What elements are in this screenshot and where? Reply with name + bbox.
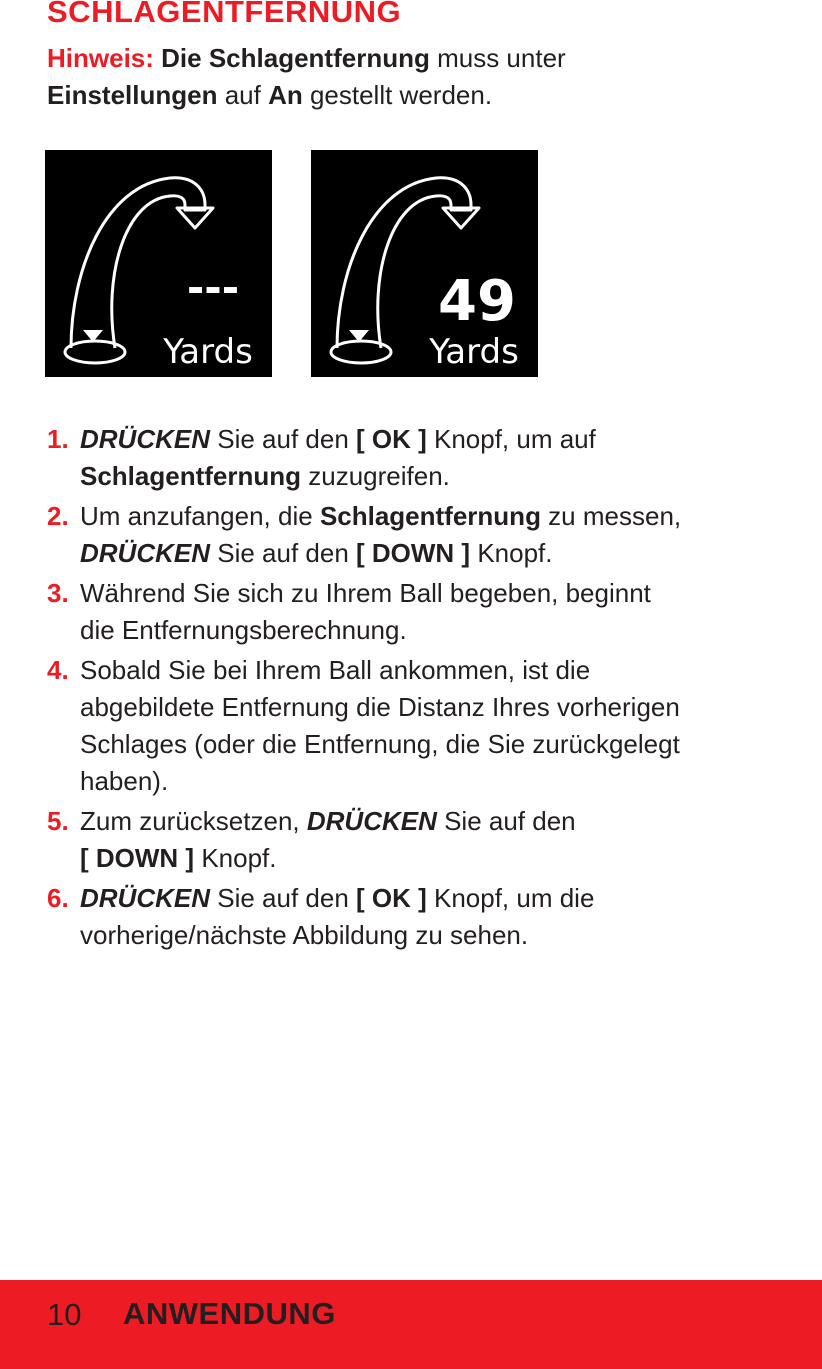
step-number: 4. [47,655,69,685]
step-text: Sie auf den [210,883,356,913]
list-item [47,652,787,800]
note-label: Hinweis: [47,43,154,73]
step-text: [ DOWN ] [356,538,471,568]
step-text: DRÜCKEN [80,424,210,454]
step-text: [ DOWN ] [80,843,195,873]
step-text: DRÜCKEN [306,806,437,836]
device-screen-1 [45,150,272,377]
device-screen-2 [311,150,538,377]
distance-value: --- [186,263,240,312]
step-text: Um anzufangen, die [80,501,320,531]
section-title: ANWENDUNG [123,1296,336,1331]
step-number: 6. [47,883,69,913]
step-text: [ OK ] [356,883,427,913]
step-text: Zum zurücksetzen, [80,806,307,836]
note-paragraph [47,40,787,114]
step-text: Während Sie sich zu Ihrem Ball begeben, beginnt [80,578,651,608]
step-text: Schlages (oder die Entfernung, die Sie zurückgelegt [80,729,680,759]
step-text: zu messen, [540,501,682,531]
page-number: 10 [47,1297,82,1332]
step-text: haben). [80,766,169,796]
step-text: Knopf. [194,843,277,873]
step-text: Sie auf den [210,424,356,454]
step-text: Schlagentfernung [319,501,541,531]
step-text: Schlagentfernung [80,461,302,491]
step-text: Sobald Sie bei Ihrem Ball ankommen, ist die [80,655,591,685]
note-bold-2: Einstellungen [47,80,218,110]
step-text: Sie auf den [436,806,576,836]
list-item [47,880,787,954]
list-item [47,421,787,495]
step-text: DRÜCKEN [80,883,210,913]
step-text: Knopf. [470,538,553,568]
note-text-1: muss unter [429,43,566,73]
step-text: Knopf, um die [426,883,595,913]
note-bold-1: Die Schlagentfernung [161,43,430,73]
note-text-2: auf [217,80,269,110]
step-text: Sie auf den [210,538,356,568]
step-text: abgebildete Entfernung die Distanz Ihres vorherigen [80,692,680,722]
note-text-3: gestellt werden. [302,80,493,110]
list-item [47,498,787,572]
step-text: [ OK ] [356,424,427,454]
page-title: SCHLAGENTFERNUNG [47,0,402,29]
page-footer [0,1280,822,1369]
note-bold-3: An [268,80,303,110]
step-text: Knopf, um auf [426,424,596,454]
distance-unit: Yards [163,332,253,372]
list-item [47,575,787,649]
step-text: zuzugreifen. [301,461,450,491]
distance-value: 49 [438,269,516,334]
step-text: vorherige/nächste Abbildung zu sehen. [80,920,529,950]
step-number: 3. [47,578,69,608]
step-text: die Entfernungsberechnung. [80,615,407,645]
list-item [47,803,787,877]
step-text: DRÜCKEN [80,538,210,568]
step-number: 2. [47,501,69,531]
step-number: 5. [47,806,69,836]
instruction-list [47,421,787,957]
step-number: 1. [47,424,69,454]
distance-unit: Yards [429,332,519,372]
